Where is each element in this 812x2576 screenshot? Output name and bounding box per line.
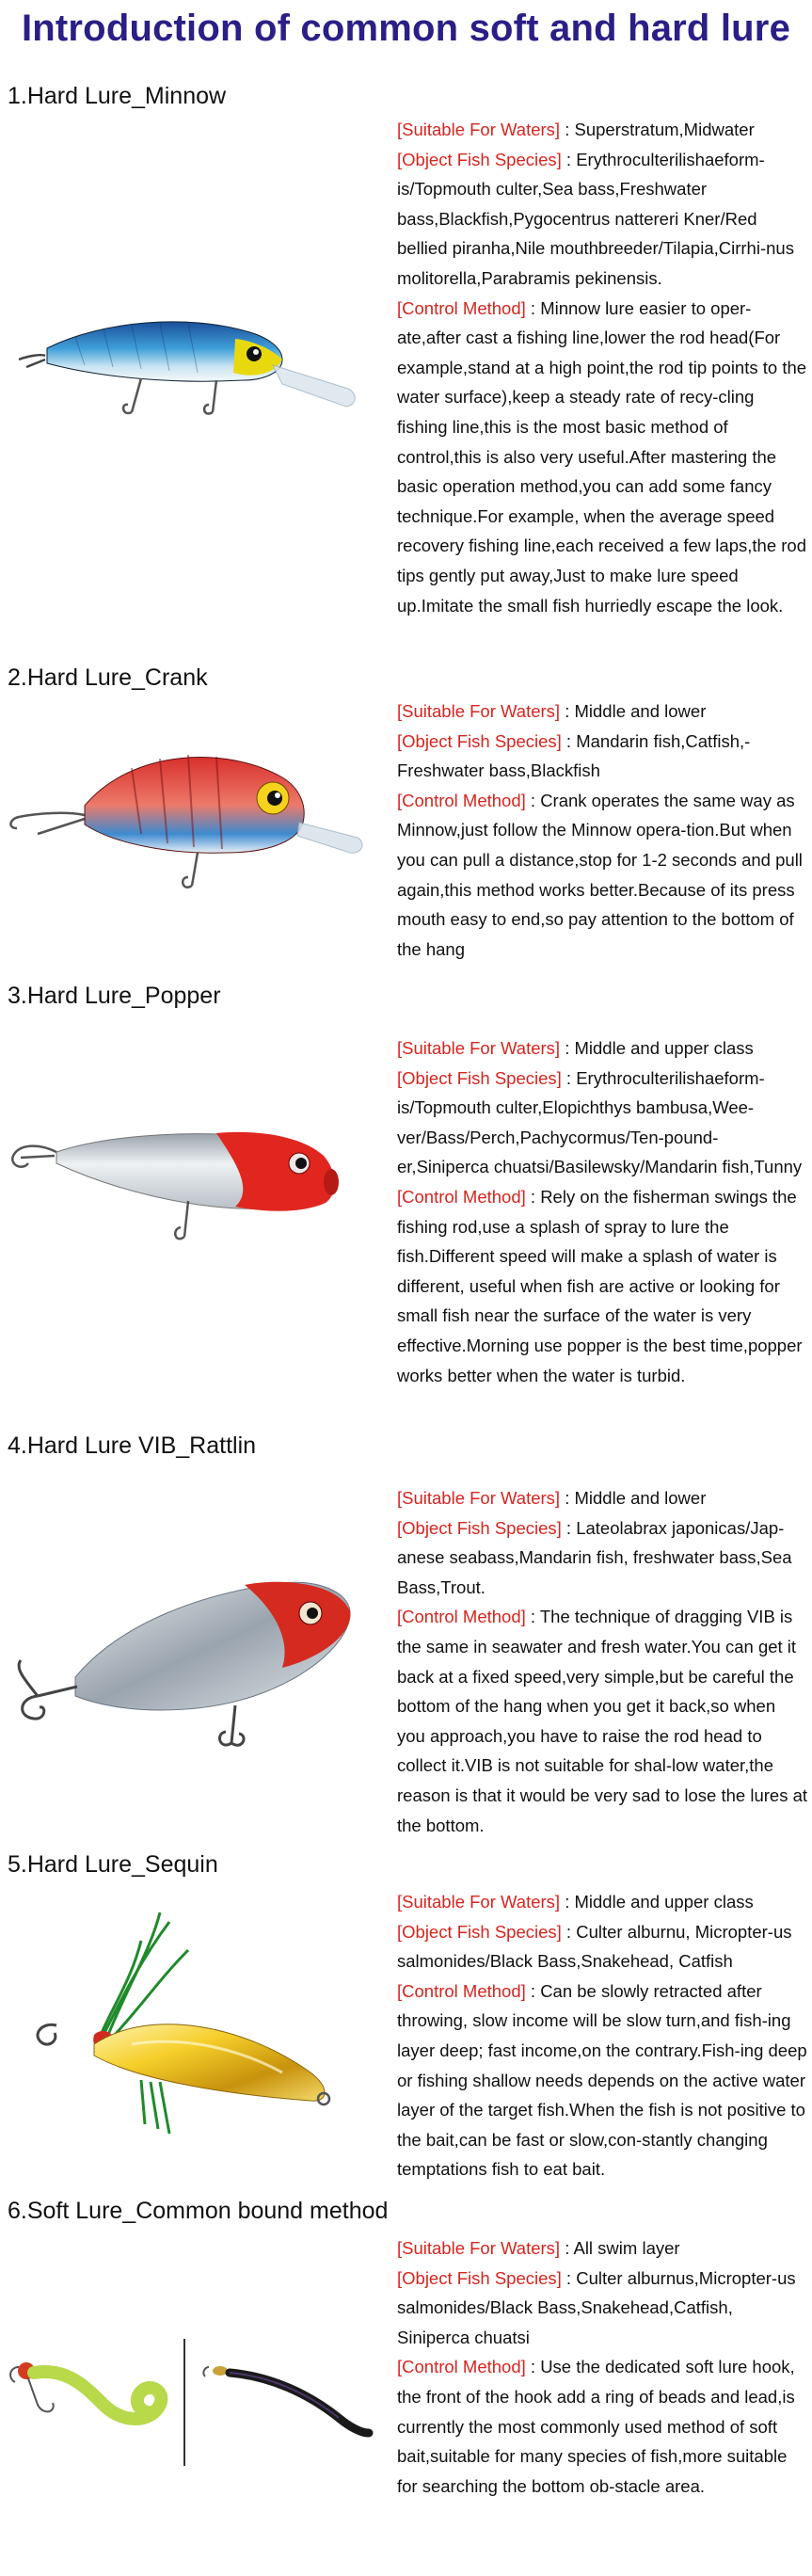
section-title: 5.Hard Lure_Sequin — [8, 1851, 218, 1878]
soft-lure-image — [0, 2301, 386, 2489]
value-object-species: Mandarin fish,Catfish,-Freshwater bass,Blackfish — [397, 730, 751, 781]
value-object-species: Erythroculterilishaeform-is/Topmouth culter,Elopichthys bambusa,Wee-ver/Bass/Perch,Pachycormus/Ten-pound-er,Siniperca chuatsi/Basilewsky/Mandarin fish,Tunny — [397, 1067, 803, 1177]
page-title: Introduction of common soft and hard lure — [21, 8, 791, 49]
section-minnow — [0, 83, 812, 657]
soft-lure-description: [Suitable For Waters] : All swim layer [Object Fish Species] : Culter alburnus,Micropter-us salmonides/Black Bass,Snakehead,Catfish, Siniperca chuatsi [Control Method] : Use the dedicated soft lure hook, the front of the hook add a ring of beads and lead,is currently the most commonly used method of soft bait,suitable for many species of fish,more suitable for searching the bottom ob-stacle area. — [397, 2238, 796, 2496]
label-object-species: [Object Fish Species] — [397, 1517, 562, 1538]
minnow-lure-image — [0, 262, 376, 450]
label-object-species: [Object Fish Species] — [397, 1067, 562, 1088]
sequin-lure-image — [0, 1894, 376, 2167]
section-title: 6.Soft Lure_Common bound method — [8, 2198, 389, 2224]
label-object-species: [Object Fish Species] — [397, 730, 562, 751]
value-control-method: The technique of dragging VIB is the same in seawater and fresh water.You can get it back at a fixed speed,very simple,but be careful the bottom of the hang when you get it back,so when you approach,you have to raise the rod head to collect it.VIB is not suitable for shal-low water,the reason is that it would be very sad to lose the lures at the bottom. — [397, 1607, 808, 1835]
section-popper — [0, 983, 812, 1425]
value-suitable-waters: Middle and lower — [574, 1488, 707, 1508]
label-control-method: [Control Method] — [397, 1607, 526, 1627]
value-suitable-waters: Middle and lower — [574, 701, 707, 721]
label-object-species: [Object Fish Species] — [397, 149, 562, 169]
label-control-method: [Control Method] — [397, 297, 526, 318]
label-control-method: [Control Method] — [397, 2357, 526, 2377]
value-control-method: Rely on the fisherman swings the fishing rod,use a splash of spray to lure the fish.Different speed will make a splash of water is different, useful when fish are active or looking for small fish near the surface of the water is very effective.Morning use popper is the best time,popper works better when the water is turbid. — [397, 1186, 803, 1385]
value-object-species: Culter alburnus,Micropter-us salmonides/Black Bass,Snakehead,Catfish, Siniperca chuatsi — [397, 2267, 796, 2347]
section-sequin — [0, 1851, 812, 2190]
label-suitable-waters: [Suitable For Waters] — [397, 1892, 561, 1912]
value-object-species: Culter alburnu, Micropter-us salmonides/Black Bass,Snakehead, Catfish — [397, 1921, 792, 1972]
value-control-method: Can be slowly retracted after throwing, slow income will be slow turn,and fish-ing layer deep; fast income,on the contrary.Fish-ing deep or fishing shallow needs depends on the active water layer of the target fish.When the fish is not positive to the bait,can be fast or slow,con-stantly changing temptations fish to eat bait. — [397, 1980, 807, 2180]
label-control-method: [Control Method] — [397, 1980, 526, 2001]
popper-description: [Suitable For Waters] : Middle and upper class [Object Fish Species] : Erythroculterilishaeform-is/Topmouth culter,Elopichthys bambusa,Wee-ver/Bass/Perch,Pachycormus/Ten-pound-er,Siniperca chuatsi/Basilewsky/Mandarin fish,Tunny [Control Method] : Rely on the fisherman swings the fishing rod,use a splash of spray to lure the fish.Different speed will make a splash of water is different, useful when fish are active or looking for small fish near the surface of the water is very effective.Morning use popper is the best time,popper works better when the water is turbid. — [397, 1038, 803, 1385]
crank-description: [Suitable For Waters] : Middle and lower [Object Fish Species] : Mandarin fish,Catfish,-Freshwater bass,Blackfish [Control Method] : Crank operates the same way as Minnow,just follow the Minnow opera-tion.But when you can pull a distance,stop for 1-2 seconds and pull again,this method works better.Because of its press mouth easy to end,so pay attention to the bottom of the hang — [397, 701, 803, 959]
section-soft-lure — [0, 2198, 812, 2574]
section-title: 2.Hard Lure_Crank — [8, 664, 208, 691]
value-object-species: Erythroculterilishaeform-is/Topmouth culter,Sea bass,Freshwater bass,Blackfish,Pygocentrus nattereri Kner/Red bellied piranha,Nile mouthbreeder/Tilapia,Cirrhi-nus molitorella,Parabramis pekinensis. — [397, 149, 794, 288]
value-object-species: Lateolabrax japonicas/Jap-anese seabass,Mandarin fish, freshwater bass,Sea Bass,Trout. — [397, 1517, 792, 1597]
label-suitable-waters: [Suitable For Waters] — [397, 1488, 561, 1508]
value-suitable-waters: Middle and upper class — [574, 1892, 754, 1912]
label-control-method: [Control Method] — [397, 790, 526, 810]
label-suitable-waters: [Suitable For Waters] — [397, 2238, 561, 2258]
label-suitable-waters: [Suitable For Waters] — [397, 120, 561, 139]
sequin-description: [Suitable For Waters] : Middle and upper class [Object Fish Species] : Culter alburnu, Micropter-us salmonides/Black Bass,Snakehead, Catfish [Control Method] : Can be slowly retracted after throwing, slow income will be slow turn,and fish-ing layer deep; fast income,on the contrary.Fish-ing deep or fishing shallow needs depends on the active water layer of the target fish.When the fish is not positive to the bait,can be fast or slow,con-stantly changing temptations fish to eat bait. — [397, 1892, 807, 2180]
value-suitable-waters: All swim layer — [573, 2238, 680, 2258]
value-suitable-waters: Superstratum,Midwater — [574, 120, 755, 139]
label-object-species: [Object Fish Species] — [397, 2267, 562, 2288]
section-title: 3.Hard Lure_Popper — [8, 983, 221, 1009]
section-title: 1.Hard Lure_Minnow — [8, 83, 227, 109]
value-control-method: Minnow lure easier to oper-ate,after cast a fishing line,lower the rod head(For example,stand at a high point,the rod tip points to the water surface),keep a steady rate of recy-cling fishing line,this is the most basic method of control,this is also very useful.After mastering the basic operation method,you can add some fancy technique.For example, when the average speed recovery fishing line,each received a few laps,the rod tips gently put away,Just to make lure speed up.Imitate the small fish hurriedly escape the look. — [397, 297, 807, 616]
vib-description: [Suitable For Waters] : Middle and lower [Object Fish Species] : Lateolabrax japonicas/Jap-anese seabass,Mandarin fish, freshwater bass,Sea Bass,Trout. [Control Method] : The technique of dragging VIB is the same in seawater and fresh water.You can get it back at a fixed speed,very simple,but be careful the bottom of the hang when you get it back,so when you approach,you have to raise the rod head to collect it.VIB is not suitable for shal-low water,the reason is that it would be very sad to lose the lures at the bottom. — [397, 1488, 808, 1835]
section-vib — [0, 1432, 812, 1847]
vib-lure-image — [0, 1536, 376, 1771]
value-control-method: Use the dedicated soft lure hook, the front of the hook add a ring of beads and lead,is currently the most commonly used method of soft bait,suitable for many species of fish,more suitable for searching the bottom ob-stacle area. — [397, 2357, 795, 2496]
label-object-species: [Object Fish Species] — [397, 1921, 562, 1942]
label-suitable-waters: [Suitable For Waters] — [397, 701, 561, 721]
minnow-description: [Suitable For Waters] : Superstratum,Midwater [Object Fish Species] : Erythroculterilishaeform-is/Topmouth culter,Sea bass,Freshwater bass,Blackfish,Pygocentrus nattereri Kner/Red bellied piranha,Nile mouthbreeder/Tilapia,Cirrhi-nus molitorella,Parabramis pekinensis. [Control Method] : Minnow lure easier to oper-ate,after cast a fishing line,lower the rod head(For example,stand at a high point,the rod tip points to the water surface),keep a steady rate of recy-cling fishing line,this is the most basic method of control,this is also very useful.After mastering the basic operation method,you can add some fancy technique.For example, when the average speed recovery fishing line,each received a few laps,the rod tips gently put away,Just to make lure speed up.Imitate the small fish hurriedly escape the look. — [397, 120, 807, 616]
section-crank — [0, 664, 812, 994]
section-title: 4.Hard Lure VIB_Rattlin — [8, 1432, 257, 1459]
popper-lure-image — [0, 1077, 376, 1265]
label-control-method: [Control Method] — [397, 1186, 526, 1207]
label-suitable-waters: [Suitable For Waters] — [397, 1038, 561, 1058]
value-suitable-waters: Middle and upper class — [574, 1038, 754, 1058]
crank-lure-image — [0, 712, 376, 900]
value-control-method: Crank operates the same way as Minnow,just follow the Minnow opera-tion.But when you can pull a distance,stop for 1-2 seconds and pull again,this method works better.Because of its press mouth easy to end,so pay attention to the bottom of the hang — [397, 790, 803, 959]
